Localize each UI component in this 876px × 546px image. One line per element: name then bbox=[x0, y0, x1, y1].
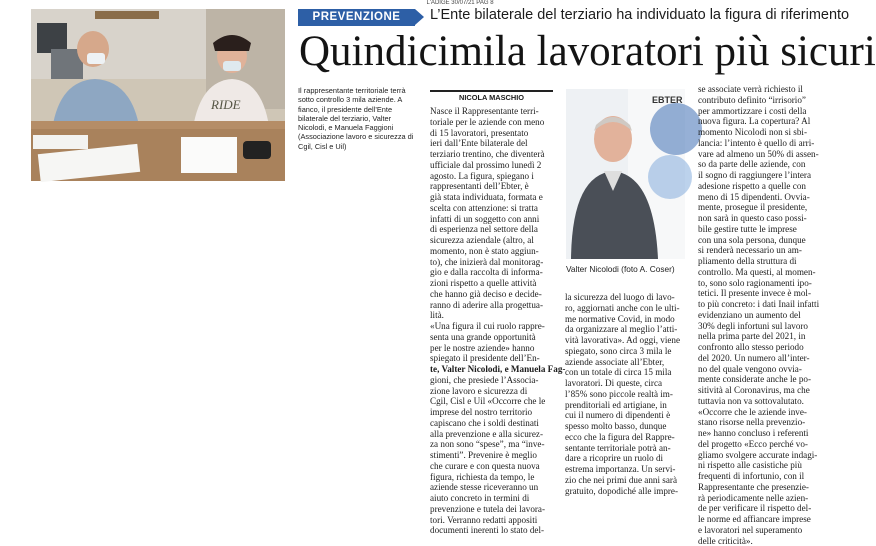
newspaper-header-line: L'ADIGE 30/07/21 PAG 8 bbox=[330, 0, 590, 6]
col1-line: ufficiale dal prossimo lunedì 2 bbox=[430, 160, 557, 171]
col1-line: agosto. La figura, spiegano i bbox=[430, 171, 557, 182]
col3-line: adesione rispetto a quelle con bbox=[698, 181, 826, 192]
col3-line: 30% degli infortuni sul lavoro bbox=[698, 321, 826, 332]
col3-line: per ammortizzare i costi della bbox=[698, 106, 826, 117]
col1-line: rappresentanti dell’Ebter, è bbox=[430, 181, 557, 192]
col1-line: documenti inerenti lo stato del- bbox=[430, 525, 557, 536]
col2-line: con un totale di circa 15 mila bbox=[565, 367, 690, 378]
col1-line: stimenti”. Prevenire è meglio bbox=[430, 450, 557, 461]
col1-line: za non sono “spese”, ma “inve- bbox=[430, 439, 557, 450]
col1-line: zioni rispetto a quelle attività bbox=[430, 278, 557, 289]
article-column-2 bbox=[565, 292, 690, 496]
col3-line: mente considerate anche le po- bbox=[698, 374, 826, 385]
col3-line: tuttavia non va sottovalutato. bbox=[698, 396, 826, 407]
col3-line: confronto allo stesso periodo bbox=[698, 342, 826, 353]
col1-line: tori. Verranno redatti appositi bbox=[430, 515, 557, 526]
col2-line: da organizzare al meglio l’atti- bbox=[565, 324, 690, 335]
col1-line: sicurezza aziendale (altro, al bbox=[430, 235, 557, 246]
col1-line: per le nostre aziende» hanno bbox=[430, 343, 557, 354]
col3-line: rà periodicamente nelle azien- bbox=[698, 493, 826, 504]
col3-line: de per verificare il rispetto del- bbox=[698, 503, 826, 514]
col3-line: vare ad almeno un 50% di assen- bbox=[698, 149, 826, 160]
kicker: L’Ente bilaterale del terziario ha individuato la figura di riferimento bbox=[430, 7, 849, 23]
col1-line: te, Valter Nicolodi, e Manuela Fag- bbox=[430, 364, 557, 375]
col1-line: spiegato il presidente dell’En- bbox=[430, 353, 557, 364]
col2-line: prenditoriali ed artigiane, in bbox=[565, 400, 690, 411]
col1-line: che curare e con questa nuova bbox=[430, 461, 557, 472]
col2-line: gratuito, dopodiché alle impre- bbox=[565, 486, 690, 497]
col1-line: di esperienza nel settore della bbox=[430, 224, 557, 235]
col3-line: evidenziano un aumento del bbox=[698, 310, 826, 321]
col3-line: controllo. Ma questi, al momen- bbox=[698, 267, 826, 278]
col1-line: di 15 lavoratori, presentato bbox=[430, 128, 557, 139]
col1-line: ieri dall’Ente bilaterale del bbox=[430, 138, 557, 149]
col1-line: prevenzione e tutela dei lavora- bbox=[430, 504, 557, 515]
col3-line: si renderà necessario un am- bbox=[698, 245, 826, 256]
col1-line: imprese del nostro territorio bbox=[430, 407, 557, 418]
col1-line: gio e dalla raccolta di informa- bbox=[430, 267, 557, 278]
col3-line: gliamo svolgere accurate indagi- bbox=[698, 450, 826, 461]
col3-line: nuova figura. La copertura? Al bbox=[698, 116, 826, 127]
col3-line: nella prima parte del 2021, in bbox=[698, 331, 826, 342]
byline: NICOLA MASCHIO bbox=[430, 90, 553, 102]
col2-line: sentante territoriale potrà an- bbox=[565, 443, 690, 454]
col3-line: contributo definito “irrisorio” bbox=[698, 95, 826, 106]
col3-line: to, sono solo ragionamenti ipo- bbox=[698, 278, 826, 289]
col3-line: to più concreto: i dati Inail infatti bbox=[698, 299, 826, 310]
col1-line: terziario trentino, che diventerà bbox=[430, 149, 557, 160]
col3-line: se associate verrà richiesto il bbox=[698, 84, 826, 95]
col2-line: cui il numero di dipendenti è bbox=[565, 410, 690, 421]
col2-line: vità lavorativa». Ad oggi, viene bbox=[565, 335, 690, 346]
section-tag: PREVENZIONE bbox=[298, 9, 415, 26]
col2-line: ro, aggiornati anche con le ulti- bbox=[565, 303, 690, 314]
col3-line: con una sola persona, dunque bbox=[698, 235, 826, 246]
photo-two-people bbox=[31, 9, 285, 181]
col2-line: l’85% sono piccole realtà im- bbox=[565, 389, 690, 400]
col1-line: alla prevenzione e alla sicurez- bbox=[430, 429, 557, 440]
col1-line: infatti di un soggetto con anni bbox=[430, 214, 557, 225]
photo-caption-right: Valter Nicolodi (foto A. Coser) bbox=[566, 264, 675, 274]
col1-line: «Una figura il cui ruolo rappre- bbox=[430, 321, 557, 332]
col3-line: «Occorre che le aziende inve- bbox=[698, 407, 826, 418]
col1-line: toriale per le aziende con meno bbox=[430, 117, 557, 128]
col1-line: capiscano che i soldi destinati bbox=[430, 418, 557, 429]
col3-line: sitività al Coronavirus, ma che bbox=[698, 385, 826, 396]
col1-line: già stata individuata, formata e bbox=[430, 192, 557, 203]
col2-line: aziende associate all’Ebter, bbox=[565, 357, 690, 368]
col1-line: senta una grande opportunità bbox=[430, 332, 557, 343]
col3-line: tetici. Il presente invece è mol- bbox=[698, 288, 826, 299]
col2-line: spesso molto basso, dunque bbox=[565, 421, 690, 432]
col3-line: il sogno di raggiungere l’intera bbox=[698, 170, 826, 181]
headline: Quindicimila lavoratori più sicuri bbox=[299, 28, 876, 76]
col2-line: zio che nei primi due anni sarà bbox=[565, 475, 690, 486]
col1-line: Cgil, Cisl e Uil «Occorre che le bbox=[430, 396, 557, 407]
col2-line: me normative Covid, in modo bbox=[565, 314, 690, 325]
section-tag-arrow bbox=[415, 9, 424, 25]
col3-line: Rappresentante che presenzie- bbox=[698, 482, 826, 493]
col1-line: to), che inizierà dal monitorag- bbox=[430, 257, 557, 268]
col3-line: le norme ed affiancare imprese bbox=[698, 514, 826, 525]
col3-line: delle criticità». bbox=[698, 536, 826, 546]
svg-text:RIDE: RIDE bbox=[210, 97, 241, 112]
col3-line: bile gestire tutte le imprese bbox=[698, 224, 826, 235]
col1-line: scelta con attenzione: si tratta bbox=[430, 203, 557, 214]
col3-line: ne» hanno concluso i referenti bbox=[698, 428, 826, 439]
col2-line: la sicurezza del luogo di lavo- bbox=[565, 292, 690, 303]
col1-line: aiuto concreto in termini di bbox=[430, 493, 557, 504]
col3-line: so da parte delle aziende, con bbox=[698, 159, 826, 170]
col2-line: ecco che la figura del Rappre- bbox=[565, 432, 690, 443]
col3-line: frequenti di infortunio, con il bbox=[698, 471, 826, 482]
col1-line: gioni, che presiede l’Associa- bbox=[430, 375, 557, 386]
col1-line: Nasce il Rappresentante terri- bbox=[430, 106, 557, 117]
photo-caption-left: Il rappresentante territoriale terrà sotto controllo 3 mila aziende. A fianco, il presidente dell’Ente bilaterale del terziario, Valter Nicolodi, e Manuela Faggioni (Associazione lavoro e sicurezza di Cgil, Cisl e Uil) bbox=[298, 86, 420, 151]
col3-line: ni rispetto alle casistiche più bbox=[698, 460, 826, 471]
col3-line: lancia: l’intento è quello di arri- bbox=[698, 138, 826, 149]
col3-line: mente, prosegue il presidente, bbox=[698, 202, 826, 213]
col2-line: dare a ricoprire un ruolo di bbox=[565, 453, 690, 464]
article-column-3 bbox=[698, 84, 826, 546]
col3-line: stano risorse nella prevenzio- bbox=[698, 417, 826, 428]
col1-line: lità. bbox=[430, 310, 557, 321]
col3-line: del progetto «Ecco perché vo- bbox=[698, 439, 826, 450]
col2-line: lavoratori. Di queste, circa bbox=[565, 378, 690, 389]
col2-line: spiegato, sono circa 3 mila le bbox=[565, 346, 690, 357]
col3-line: e lavoratori nel superamento bbox=[698, 525, 826, 536]
col3-line: non sarà in questo caso possi- bbox=[698, 213, 826, 224]
col1-line: figura, richiesta da tempo, le bbox=[430, 472, 557, 483]
col1-line: momento, non è stato aggiun- bbox=[430, 246, 557, 257]
col1-line: che hanno già deciso e decide- bbox=[430, 289, 557, 300]
col2-line: estrema importanza. Un servi- bbox=[565, 464, 690, 475]
col3-line: pliamento della struttura di bbox=[698, 256, 826, 267]
col3-line: meno di 15 dipendenti. Ovvia- bbox=[698, 192, 826, 203]
ebter-sign-text: EBTER bbox=[652, 95, 683, 105]
col3-line: del 2020. Un numero all’inter- bbox=[698, 353, 826, 364]
col1-line: zione lavoro e sicurezza di bbox=[430, 386, 557, 397]
article-column-1 bbox=[430, 106, 557, 536]
col1-line: aziende stesse riceveranno un bbox=[430, 482, 557, 493]
col3-line: momento Nicolodi non si sbi- bbox=[698, 127, 826, 138]
col3-line: no del quale vengono ovvia- bbox=[698, 364, 826, 375]
photo-valter-nicolodi bbox=[566, 89, 685, 259]
col1-line: ranno di aderire alla progettua- bbox=[430, 300, 557, 311]
